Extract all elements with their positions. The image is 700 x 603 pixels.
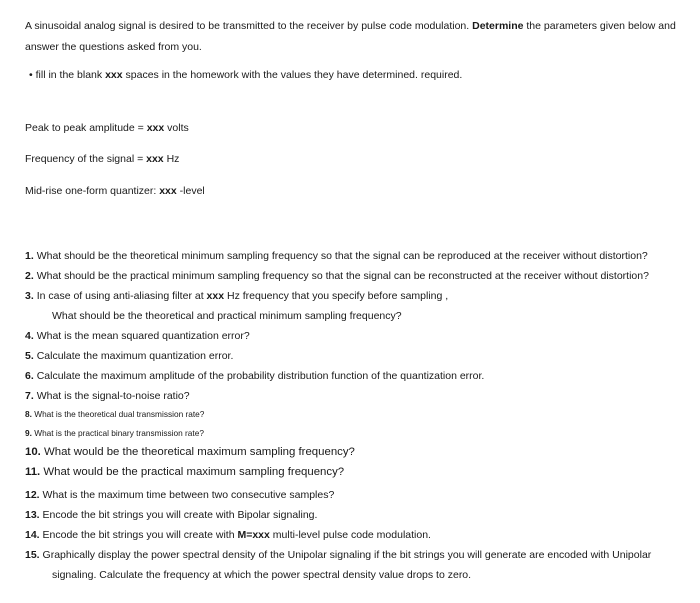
question-text: What would be the practical maximum sampling frequency? bbox=[43, 466, 345, 478]
intro-line-1 bbox=[25, 20, 676, 33]
bullet: • bbox=[29, 69, 33, 81]
note-text: fill in the blank bbox=[35, 69, 106, 81]
question-number: 5. bbox=[25, 350, 34, 362]
question-text: What is the mean squared quantization error? bbox=[36, 330, 250, 342]
question-text: Encode the bit strings you will create with Bipolar signaling. bbox=[42, 509, 318, 521]
question-2 bbox=[25, 270, 649, 283]
question-text: Graphically display the power spectral density of the Unipolar signaling if the bit strings you will generate are encoded with Unipolar bbox=[42, 549, 652, 561]
question-number: 13. bbox=[25, 509, 40, 521]
param-label: Frequency of the signal = bbox=[25, 153, 147, 165]
question-placeholder: M=xxx bbox=[237, 529, 270, 541]
note-text-end: spaces in the homework with the values they have determined. required. bbox=[122, 69, 463, 81]
question-7 bbox=[25, 390, 190, 403]
question-15 bbox=[25, 549, 651, 562]
question-number: 9. bbox=[25, 428, 32, 438]
param-unit: Hz bbox=[163, 153, 180, 165]
question-12 bbox=[25, 489, 334, 502]
question-3-continuation: What should be the theoretical and practical minimum sampling frequency? bbox=[52, 310, 402, 322]
question-14 bbox=[25, 529, 431, 542]
question-text: What should be the practical minimum sampling frequency so that the signal can be reconstructed at the receiver without distortion? bbox=[36, 270, 649, 282]
param-unit: volts bbox=[164, 122, 189, 134]
question-text: What should be the theoretical minimum sampling frequency so that the signal can be reproduced at the receiver without distortion? bbox=[36, 250, 648, 262]
question-text-end: multi-level pulse code modulation. bbox=[269, 529, 431, 541]
param-amplitude bbox=[25, 122, 189, 135]
question-text: What is the signal-to-noise ratio? bbox=[36, 390, 190, 402]
param-value: xxx bbox=[146, 122, 165, 134]
question-text-end: Hz frequency that you specify before sampling , bbox=[224, 290, 449, 302]
question-number: 3. bbox=[25, 290, 34, 302]
note-placeholder: xxx bbox=[105, 69, 123, 81]
question-text: What is the practical binary transmission rate? bbox=[34, 428, 204, 438]
intro-note bbox=[29, 69, 462, 82]
question-4 bbox=[25, 330, 250, 343]
question-3 bbox=[25, 290, 448, 303]
question-5 bbox=[25, 350, 233, 363]
question-text: What is the theoretical dual transmission rate? bbox=[34, 409, 205, 419]
question-text: Calculate the maximum quantization error. bbox=[36, 350, 234, 362]
question-number: 11. bbox=[25, 466, 41, 478]
question-number: 1. bbox=[25, 250, 34, 262]
question-number: 4. bbox=[25, 330, 34, 342]
question-number: 12. bbox=[25, 489, 40, 501]
param-value: xxx bbox=[146, 153, 164, 165]
param-value: xxx bbox=[159, 185, 177, 197]
param-label: Peak to peak amplitude = bbox=[25, 122, 147, 134]
question-text: What is the maximum time between two consecutive samples? bbox=[42, 489, 335, 501]
question-11 bbox=[25, 466, 344, 479]
question-text: Encode the bit strings you will create with bbox=[42, 529, 238, 541]
intro-line-2: answer the questions asked from you. bbox=[25, 41, 202, 53]
question-10 bbox=[25, 446, 355, 459]
param-unit: -level bbox=[176, 185, 205, 197]
param-quantizer bbox=[25, 185, 205, 198]
question-number: 2. bbox=[25, 270, 34, 282]
question-text: What would be the theoretical maximum sampling frequency? bbox=[44, 446, 355, 458]
question-number: 15. bbox=[25, 549, 40, 561]
question-text: In case of using anti-aliasing filter at bbox=[36, 290, 207, 302]
question-number: 7. bbox=[25, 390, 34, 402]
question-number: 14. bbox=[25, 529, 40, 541]
question-text: Calculate the maximum amplitude of the probability distribution function of the quantization error. bbox=[36, 370, 485, 382]
param-frequency bbox=[25, 153, 179, 166]
question-6 bbox=[25, 370, 484, 383]
question-13 bbox=[25, 509, 317, 522]
question-number: 6. bbox=[25, 370, 34, 382]
question-8 bbox=[25, 408, 204, 421]
question-15-continuation: signaling. Calculate the frequency at which the power spectral density value drops to zero. bbox=[52, 569, 472, 581]
question-9 bbox=[25, 427, 204, 440]
param-label: Mid-rise one-form quantizer: bbox=[25, 185, 160, 197]
question-number: 10. bbox=[25, 446, 41, 458]
question-1 bbox=[25, 250, 648, 263]
question-placeholder: xxx bbox=[206, 290, 225, 302]
intro-bold-word: Determine bbox=[472, 20, 524, 32]
intro-text: A sinusoidal analog signal is desired to be transmitted to the receiver by pulse code modulation. bbox=[25, 20, 473, 32]
intro-text-end: the parameters given below and bbox=[523, 20, 676, 32]
question-number: 8. bbox=[25, 409, 32, 419]
